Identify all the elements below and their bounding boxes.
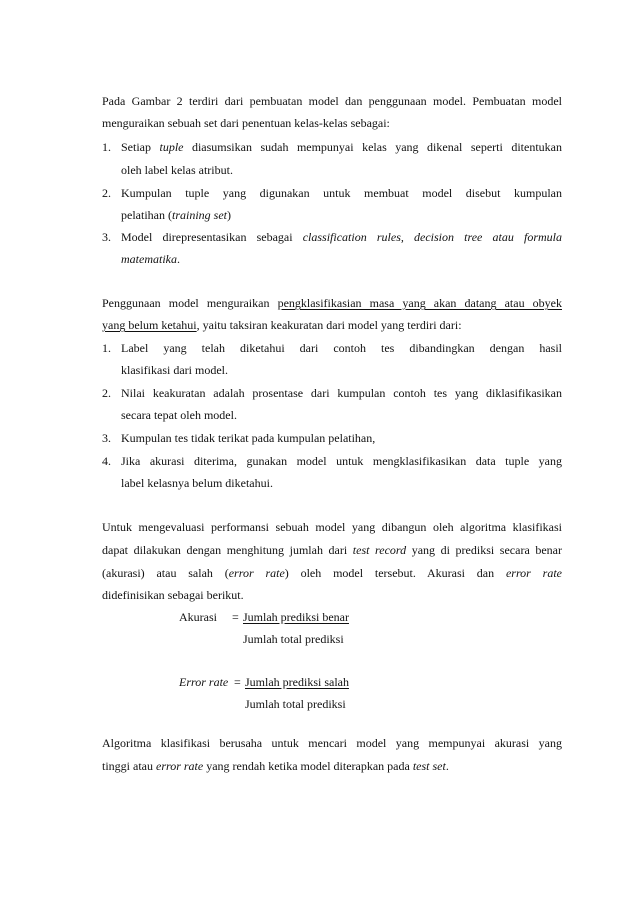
p2-item-2-line-1: Nilai keakuratan adalah prosentase dari kumpulan contoh tes yang diklasifikasikan — [121, 386, 562, 400]
p4-term-b: test set — [412, 759, 446, 773]
p3-text-b: yang di prediksi secara benar — [406, 543, 562, 557]
p2-item-1-number: 1. — [102, 341, 111, 355]
p2-item-3-number: 3. — [102, 431, 111, 445]
p2-line-1 — [102, 297, 562, 309]
p2-underlined-b: yang belum ketahui — [102, 318, 197, 332]
p2-item-4-line-2: label kelasnya belum diketahui. — [121, 476, 273, 490]
p1-item-3-line-1 — [121, 231, 562, 243]
p3-line-4: didefinisikan sebagai berikut. — [102, 588, 244, 602]
p1-line-1: Pada Gambar 2 terdiri dari pembuatan model dan penggunaan model. Pembuatan model — [102, 94, 562, 108]
p2-item-2-line-2: secara tepat oleh model. — [121, 408, 237, 422]
p1-item-3-term-2: matematika — [121, 252, 177, 266]
p2-item-1-line-2: klasifikasi dari model. — [121, 363, 228, 377]
formula-error-rate-denominator: Jumlah total prediksi — [245, 697, 346, 711]
p1-line-2: menguraikan sebuah set dari penentuan kelas-kelas sebagai: — [102, 116, 390, 130]
formula-error-rate-numerator: Jumlah prediksi salah — [245, 675, 349, 689]
formula-accuracy-numerator: Jumlah prediksi benar — [243, 610, 349, 624]
formula-accuracy-denominator: Jumlah total prediksi — [243, 632, 344, 646]
p2-item-3-line-1: Kumpulan tes tidak terikat pada kumpulan pelatihan, — [121, 431, 376, 445]
p1-item-3-text-b: . — [177, 252, 180, 266]
p3-text-c: (akurasi) atau salah ( — [102, 566, 229, 580]
p2-item-4-number: 4. — [102, 454, 111, 468]
p1-item-2-line-1: Kumpulan tuple yang digunakan untuk membuat model disebut kumpulan — [121, 186, 562, 200]
p4-text-a: tinggi atau — [102, 759, 156, 773]
formula-accuracy-label: Akurasi — [179, 610, 217, 624]
p3-term-b: error rate — [228, 566, 285, 580]
p1-item-2-text-a: pelatihan ( — [121, 208, 172, 222]
p1-item-3-term: classification rules, decision tree atau formula — [302, 230, 562, 244]
p4-line-2 — [102, 760, 562, 772]
p1-item-1-text-b: diasumsikan sudah mempunyai kelas yang dikenal seperti ditentukan — [183, 140, 562, 154]
p1-item-1-line-1 — [121, 141, 562, 153]
p1-item-3-number: 3. — [102, 230, 111, 244]
p2-item-4-line-1: Jika akurasi diterima, gunakan model untuk mengklasifikasikan data tuple yang — [121, 454, 562, 468]
p2-item-2-number: 2. — [102, 386, 111, 400]
p1-item-2-line-2 — [121, 209, 562, 221]
p2-underlined-a: pengklasifikasian masa yang akan datang atau obyek — [277, 296, 562, 310]
p4-line-1: Algoritma klasifikasi berusaha untuk mencari model yang mempunyai akurasi yang — [102, 736, 562, 750]
p2-line-2 — [102, 319, 562, 331]
p3-term-c: error rate — [505, 566, 562, 580]
p4-text-b: yang rendah ketika model diterapkan pada — [203, 759, 413, 773]
p1-item-2-number: 2. — [102, 186, 111, 200]
p1-item-2-term: training set — [171, 208, 227, 222]
p3-term-a: test record — [352, 543, 407, 557]
p2-text-a: Penggunaan model menguraikan — [102, 296, 278, 310]
formula-error-rate-equals: = — [234, 675, 241, 689]
p1-item-3-text-a: Model direpresentasikan sebagai — [121, 230, 303, 244]
p4-text-c: . — [445, 759, 449, 773]
p1-item-1-number: 1. — [102, 140, 111, 154]
p3-text-a: dapat dilakukan dengan menghitung jumlah dari — [102, 543, 353, 557]
formula-error-rate-label: Error rate — [179, 675, 229, 689]
p3-line-2 — [102, 544, 562, 556]
p1-item-1-line-2: oleh label kelas atribut. — [121, 163, 233, 177]
p4-term-a: error rate — [156, 759, 204, 773]
p2-text-b: , yaitu taksiran keakuratan dari model yang terdiri dari: — [196, 318, 462, 332]
p3-line-3 — [102, 567, 562, 579]
p3-text-d: ) oleh model tersebut. Akurasi dan — [284, 566, 506, 580]
p2-item-1-line-1: Label yang telah diketahui dari contoh tes dibandingkan dengan hasil — [121, 341, 562, 355]
p3-line-1: Untuk mengevaluasi performansi sebuah model yang dibangun oleh algoritma klasifikasi — [102, 520, 562, 534]
p1-item-3-line-2 — [121, 253, 562, 265]
p1-item-1-text-a: Setiap — [121, 140, 160, 154]
p1-item-2-text-b: ) — [227, 208, 231, 222]
p1-item-1-term: tuple — [159, 140, 184, 154]
formula-accuracy-equals: = — [232, 610, 239, 624]
